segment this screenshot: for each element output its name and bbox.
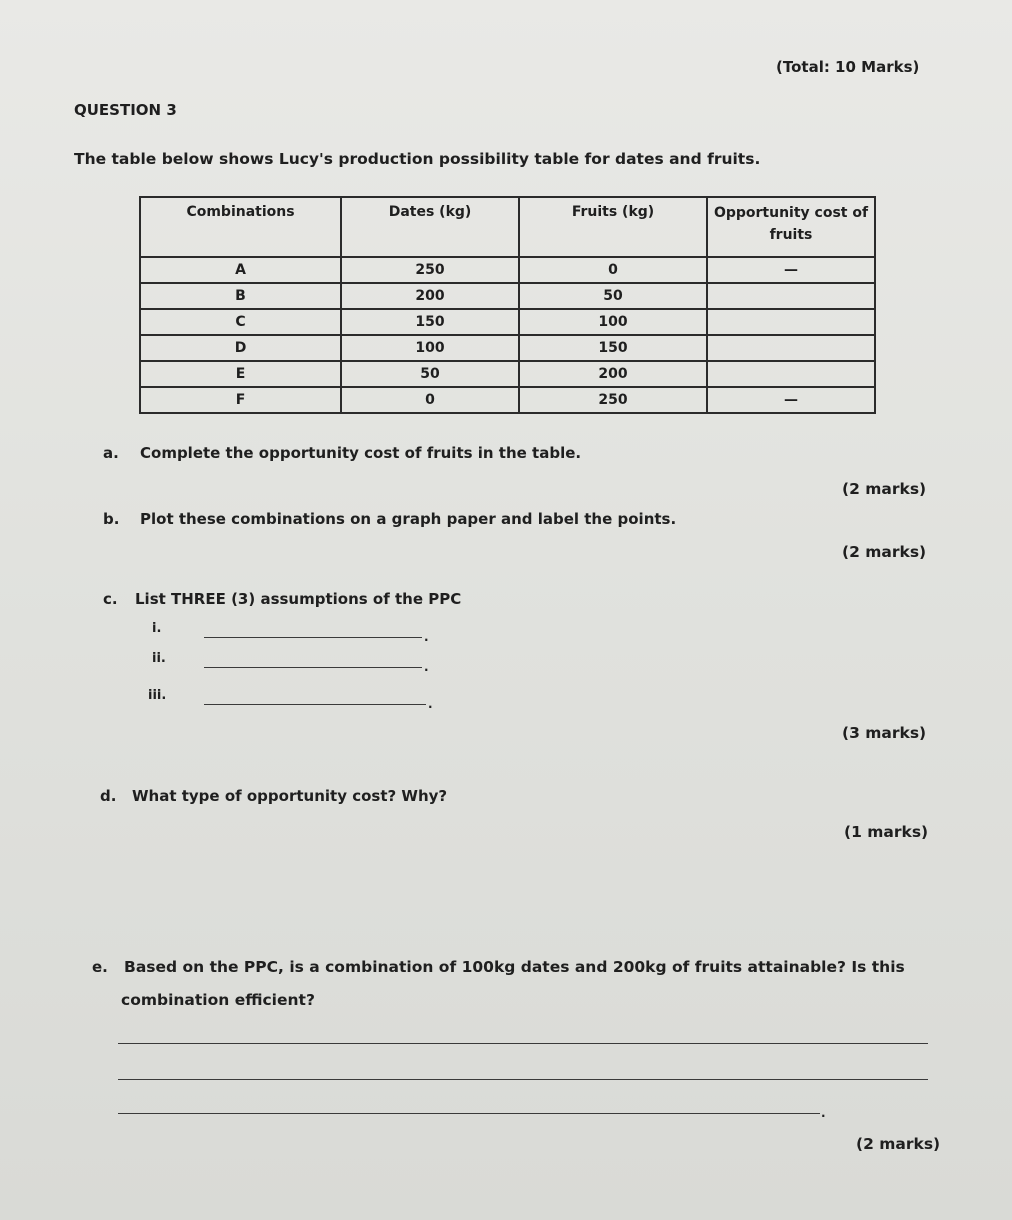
line-end-dot: . [424,660,429,674]
part-e-text-line-1: Based on the PPC, is a combination of 100kg dates and 200kg of fruits attainable? Is this [124,958,905,976]
cell-opportunity-cost[interactable] [707,309,875,335]
cell-fruits: 0 [519,257,707,283]
total-marks: (Total: 10 Marks) [776,58,920,76]
part-c-marks: (3 marks) [842,724,927,742]
part-e-answer-line-1[interactable] [118,1043,928,1044]
part-a-label: a. [103,444,119,462]
table-row [140,283,875,309]
part-c-item-numeral: ii. [152,651,166,666]
cell-opportunity-cost[interactable] [707,283,875,309]
part-e-answer-line-2[interactable] [118,1079,928,1080]
header-dates: Dates (kg) [341,197,519,257]
cell-fruits: 100 [519,309,707,335]
cell-dates: 50 [341,361,519,387]
part-d-text: What type of opportunity cost? Why? [132,787,448,805]
part-c-item-numeral: i. [152,621,162,636]
question-heading: QUESTION 3 [74,101,177,119]
part-c-answer-line-1[interactable] [204,637,422,638]
question-intro: The table below shows Lucy's production possibility table for dates and fruits. [74,150,761,168]
part-b-text: Plot these combinations on a graph paper and label the points. [140,510,677,528]
cell-opportunity-cost[interactable] [707,361,875,387]
cell-combination: A [140,257,341,283]
cell-opportunity-cost[interactable]: — [707,257,875,283]
cell-fruits: 50 [519,283,707,309]
part-c-text: List THREE (3) assumptions of the PPC [135,590,462,608]
part-c-answer-line-3[interactable] [204,704,426,705]
part-e-label: e. [92,958,108,976]
part-e-text-line-2: combination efficient? [121,991,315,1009]
table-row [140,335,875,361]
line-end-dot: . [821,1106,826,1120]
cell-opportunity-cost[interactable]: — [707,387,875,413]
cell-dates: 250 [341,257,519,283]
header-combinations: Combinations [140,197,341,257]
cell-dates: 200 [341,283,519,309]
part-a-marks: (2 marks) [842,480,927,498]
cell-combination: F [140,387,341,413]
table-row [140,309,875,335]
cell-combination: B [140,283,341,309]
part-c-answer-line-2[interactable] [204,667,422,668]
table-row [140,257,875,283]
part-d-label: d. [100,787,117,805]
part-b-label: b. [103,510,120,528]
table-row [140,361,875,387]
cell-fruits: 250 [519,387,707,413]
table-row [140,387,875,413]
table-header-row [140,197,875,257]
part-e-answer-line-3[interactable] [118,1113,820,1114]
cell-dates: 0 [341,387,519,413]
part-e-marks: (2 marks) [856,1135,941,1153]
cell-dates: 150 [341,309,519,335]
cell-combination: E [140,361,341,387]
part-d-marks: (1 marks) [844,823,929,841]
part-c-label: c. [103,590,118,608]
line-end-dot: . [428,697,433,711]
cell-combination: C [140,309,341,335]
cell-fruits: 150 [519,335,707,361]
header-opportunity-cost: Opportunity cost of fruits [707,197,875,257]
cell-combination: D [140,335,341,361]
line-end-dot: . [424,630,429,644]
production-possibility-table [139,196,876,414]
cell-dates: 100 [341,335,519,361]
cell-fruits: 200 [519,361,707,387]
cell-opportunity-cost[interactable] [707,335,875,361]
part-a-text: Complete the opportunity cost of fruits in the table. [140,444,582,462]
part-b-marks: (2 marks) [842,543,927,561]
header-fruits: Fruits (kg) [519,197,707,257]
part-c-item-numeral: iii. [148,688,167,703]
